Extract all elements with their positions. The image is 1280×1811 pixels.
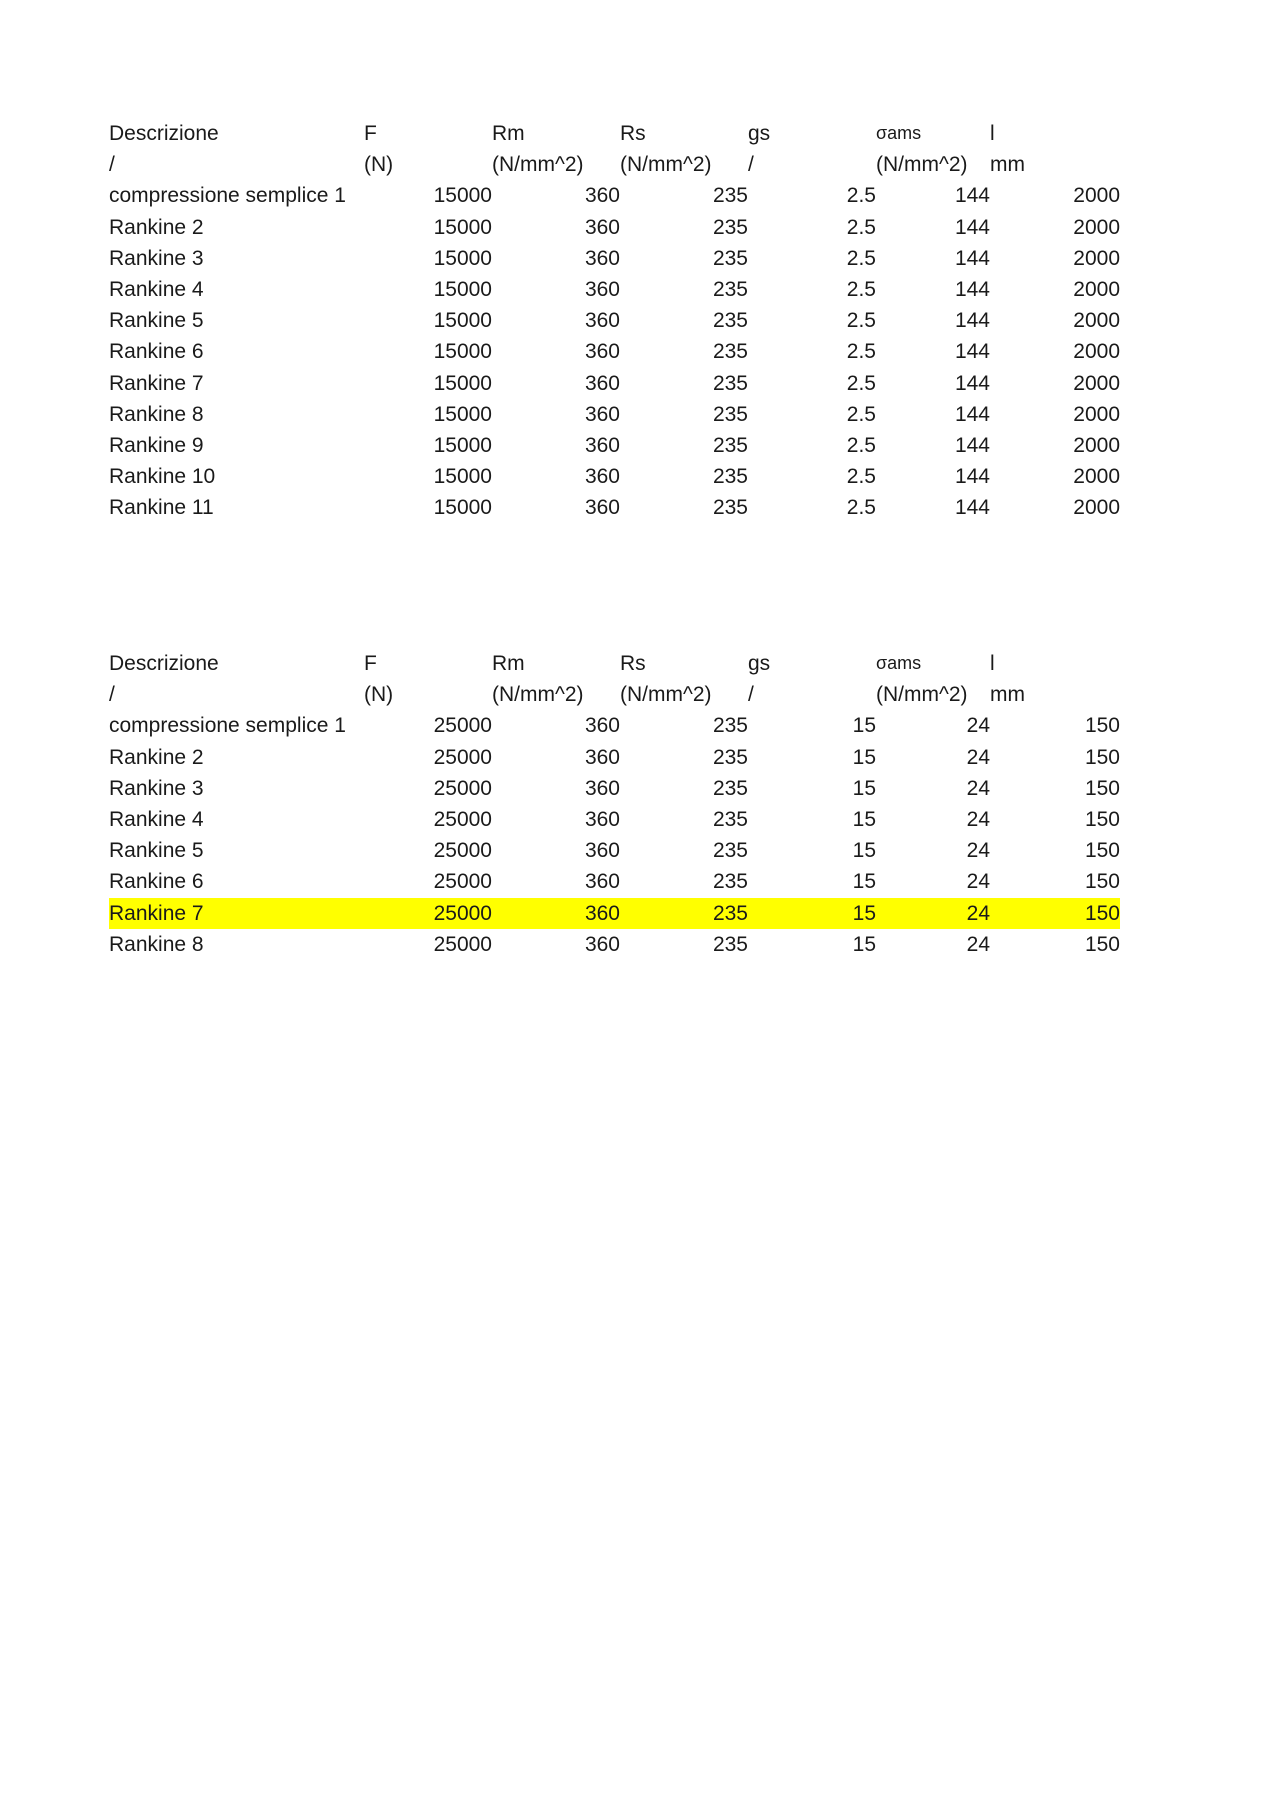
cell-rs: 235 xyxy=(712,776,748,800)
cell-rs: 235 xyxy=(712,340,748,364)
cell-gs: 2.5 xyxy=(846,246,876,270)
cell-f: 25000 xyxy=(433,808,492,832)
cell-sigma-ams: 24 xyxy=(966,808,990,832)
header-descrizione: Descrizione xyxy=(109,122,219,146)
cell-rs: 235 xyxy=(712,870,748,894)
cell-rm: 360 xyxy=(584,776,620,800)
cell-sigma-ams: 144 xyxy=(954,340,990,364)
cell-l: 150 xyxy=(1084,870,1120,894)
cell-descrizione: Rankine 5 xyxy=(109,839,204,863)
table-body xyxy=(109,648,1120,960)
cell-rm: 360 xyxy=(584,839,620,863)
table-body xyxy=(109,118,1120,523)
cell-rm: 360 xyxy=(584,932,620,956)
cell-rm: 360 xyxy=(584,184,620,208)
cell-descrizione: Rankine 8 xyxy=(109,932,204,956)
cell-rm: 360 xyxy=(584,402,620,426)
cell-rs: 235 xyxy=(712,839,748,863)
data-table-2 xyxy=(109,648,1120,960)
cell-f: 15000 xyxy=(433,215,492,239)
unit-gs: / xyxy=(748,153,754,177)
cell-rs: 235 xyxy=(712,278,748,302)
cell-gs: 2.5 xyxy=(846,340,876,364)
cell-rm: 360 xyxy=(492,898,620,929)
header-l: l xyxy=(990,652,995,676)
cell-descrizione: Rankine 8 xyxy=(109,402,204,426)
table-row xyxy=(109,274,1120,305)
table-row xyxy=(109,305,1120,336)
cell-descrizione: Rankine 7 xyxy=(109,898,364,929)
cell-descrizione: compressione semplice 1 xyxy=(109,184,346,208)
cell-gs: 15 xyxy=(852,714,876,738)
cell-rs: 235 xyxy=(620,898,748,929)
table-row xyxy=(109,368,1120,399)
cell-sigma-ams: 144 xyxy=(954,371,990,395)
cell-sigma-ams: 144 xyxy=(954,496,990,520)
cell-rm: 360 xyxy=(584,309,620,333)
cell-f: 25000 xyxy=(433,714,492,738)
cell-gs: 2.5 xyxy=(846,371,876,395)
table-row xyxy=(109,742,1120,773)
cell-rs: 235 xyxy=(712,402,748,426)
cell-l: 2000 xyxy=(1073,246,1120,270)
cell-l: 150 xyxy=(1084,808,1120,832)
cell-rm: 360 xyxy=(584,278,620,302)
cell-rs: 235 xyxy=(712,465,748,489)
units-row xyxy=(109,149,1120,180)
cell-gs: 2.5 xyxy=(846,433,876,457)
cell-rm: 360 xyxy=(584,870,620,894)
cell-f: 15000 xyxy=(433,402,492,426)
cell-gs: 15 xyxy=(852,839,876,863)
units-row xyxy=(109,679,1120,710)
cell-l: 150 xyxy=(1084,932,1120,956)
table-row xyxy=(109,461,1120,492)
cell-descrizione: Rankine 11 xyxy=(109,496,214,520)
header-rm: Rm xyxy=(492,122,525,146)
unit-sigma-ams: (N/mm^2) xyxy=(876,153,968,177)
table-row xyxy=(109,430,1120,461)
cell-f: 15000 xyxy=(433,371,492,395)
cell-rs: 235 xyxy=(712,215,748,239)
header-f: F xyxy=(364,652,377,676)
cell-rs: 235 xyxy=(712,184,748,208)
cell-l: 2000 xyxy=(1073,309,1120,333)
cell-l: 150 xyxy=(990,898,1120,929)
cell-descrizione: Rankine 5 xyxy=(109,309,204,333)
cell-rs: 235 xyxy=(712,371,748,395)
unit-gs: / xyxy=(748,683,754,707)
cell-descrizione: Rankine 9 xyxy=(109,433,204,457)
cell-rm: 360 xyxy=(584,714,620,738)
cell-gs: 2.5 xyxy=(846,278,876,302)
cell-descrizione: Rankine 10 xyxy=(109,465,216,489)
cell-f: 25000 xyxy=(433,776,492,800)
cell-f: 25000 xyxy=(433,745,492,769)
cell-rs: 235 xyxy=(712,309,748,333)
cell-sigma-ams: 24 xyxy=(966,870,990,894)
cell-rm: 360 xyxy=(584,808,620,832)
cell-f: 15000 xyxy=(433,278,492,302)
unit-rs: (N/mm^2) xyxy=(620,683,712,707)
cell-descrizione: Rankine 6 xyxy=(109,340,204,364)
unit-f: (N) xyxy=(364,683,394,707)
cell-descrizione: Rankine 2 xyxy=(109,215,204,239)
cell-descrizione: Rankine 2 xyxy=(109,745,204,769)
cell-f: 15000 xyxy=(433,309,492,333)
cell-l: 2000 xyxy=(1073,184,1120,208)
cell-gs: 15 xyxy=(852,932,876,956)
cell-f: 15000 xyxy=(433,433,492,457)
table-row-highlighted xyxy=(109,898,1120,929)
cell-l: 2000 xyxy=(1073,215,1120,239)
table-row xyxy=(109,866,1120,897)
header-gs: gs xyxy=(748,652,771,676)
cell-sigma-ams: 144 xyxy=(954,246,990,270)
cell-rs: 235 xyxy=(712,808,748,832)
table-row xyxy=(109,929,1120,960)
cell-sigma-ams: 144 xyxy=(954,215,990,239)
table-row xyxy=(109,835,1120,866)
table-row xyxy=(109,492,1120,523)
unit-descrizione: / xyxy=(109,153,115,177)
header-l: l xyxy=(990,122,995,146)
cell-gs: 2.5 xyxy=(846,465,876,489)
data-table-1 xyxy=(109,118,1120,523)
cell-sigma-ams: 24 xyxy=(966,839,990,863)
cell-sigma-ams: 24 xyxy=(966,932,990,956)
table-row xyxy=(109,180,1120,211)
cell-f: 15000 xyxy=(433,184,492,208)
table-row xyxy=(109,804,1120,835)
cell-descrizione: Rankine 3 xyxy=(109,246,204,270)
cell-l: 2000 xyxy=(1073,278,1120,302)
cell-rm: 360 xyxy=(584,371,620,395)
unit-descrizione: / xyxy=(109,683,115,707)
cell-rs: 235 xyxy=(712,246,748,270)
cell-f: 25000 xyxy=(433,870,492,894)
cell-f: 15000 xyxy=(433,496,492,520)
cell-f: 15000 xyxy=(433,246,492,270)
header-rm: Rm xyxy=(492,652,525,676)
cell-l: 2000 xyxy=(1073,371,1120,395)
table-row xyxy=(109,336,1120,367)
header-gs: gs xyxy=(748,122,771,146)
header-f: F xyxy=(364,122,377,146)
cell-l: 2000 xyxy=(1073,340,1120,364)
header-rs: Rs xyxy=(620,652,646,676)
table-row xyxy=(109,773,1120,804)
cell-gs: 2.5 xyxy=(846,309,876,333)
cell-l: 150 xyxy=(1084,714,1120,738)
cell-rs: 235 xyxy=(712,496,748,520)
unit-l: mm xyxy=(990,153,1025,177)
unit-sigma-ams: (N/mm^2) xyxy=(876,683,968,707)
header-row xyxy=(109,118,1120,149)
cell-f: 15000 xyxy=(433,465,492,489)
cell-gs: 2.5 xyxy=(846,215,876,239)
cell-descrizione: compressione semplice 1 xyxy=(109,714,346,738)
cell-gs: 2.5 xyxy=(846,496,876,520)
cell-rs: 235 xyxy=(712,433,748,457)
cell-descrizione: Rankine 4 xyxy=(109,278,204,302)
header-row xyxy=(109,648,1120,679)
cell-f: 15000 xyxy=(433,340,492,364)
cell-descrizione: Rankine 7 xyxy=(109,371,204,395)
cell-l: 2000 xyxy=(1073,433,1120,457)
cell-gs: 2.5 xyxy=(846,402,876,426)
cell-gs: 15 xyxy=(852,808,876,832)
cell-descrizione: Rankine 3 xyxy=(109,776,204,800)
cell-l: 150 xyxy=(1084,776,1120,800)
cell-rm: 360 xyxy=(584,246,620,270)
table-row xyxy=(109,212,1120,243)
cell-sigma-ams: 24 xyxy=(966,776,990,800)
cell-sigma-ams: 144 xyxy=(954,433,990,457)
cell-gs: 15 xyxy=(852,745,876,769)
cell-f: 25000 xyxy=(433,932,492,956)
cell-sigma-ams: 144 xyxy=(954,402,990,426)
cell-rm: 360 xyxy=(584,745,620,769)
cell-l: 2000 xyxy=(1073,402,1120,426)
table-row xyxy=(109,243,1120,274)
cell-rs: 235 xyxy=(712,714,748,738)
cell-sigma-ams: 24 xyxy=(876,898,990,929)
cell-rs: 235 xyxy=(712,932,748,956)
cell-rm: 360 xyxy=(584,433,620,457)
cell-sigma-ams: 144 xyxy=(954,465,990,489)
table-row xyxy=(109,399,1120,430)
cell-gs: 2.5 xyxy=(846,184,876,208)
cell-l: 150 xyxy=(1084,839,1120,863)
unit-l: mm xyxy=(990,683,1025,707)
cell-sigma-ams: 24 xyxy=(966,745,990,769)
cell-gs: 15 xyxy=(748,898,876,929)
table-row xyxy=(109,710,1120,741)
cell-rm: 360 xyxy=(584,496,620,520)
header-descrizione: Descrizione xyxy=(109,652,219,676)
unit-rm: (N/mm^2) xyxy=(492,683,584,707)
unit-rm: (N/mm^2) xyxy=(492,153,584,177)
cell-sigma-ams: 144 xyxy=(954,184,990,208)
cell-sigma-ams: 144 xyxy=(954,309,990,333)
header-sigma-ams: σams xyxy=(876,653,922,674)
cell-l: 150 xyxy=(1084,745,1120,769)
unit-rs: (N/mm^2) xyxy=(620,153,712,177)
cell-descrizione: Rankine 4 xyxy=(109,808,204,832)
cell-f: 25000 xyxy=(364,898,492,929)
cell-sigma-ams: 24 xyxy=(966,714,990,738)
cell-rm: 360 xyxy=(584,340,620,364)
cell-l: 2000 xyxy=(1073,465,1120,489)
cell-rs: 235 xyxy=(712,745,748,769)
cell-gs: 15 xyxy=(852,776,876,800)
cell-l: 2000 xyxy=(1073,496,1120,520)
cell-rm: 360 xyxy=(584,215,620,239)
cell-gs: 15 xyxy=(852,870,876,894)
cell-descrizione: Rankine 6 xyxy=(109,870,204,894)
header-rs: Rs xyxy=(620,122,646,146)
cell-rm: 360 xyxy=(584,465,620,489)
cell-sigma-ams: 144 xyxy=(954,278,990,302)
header-sigma-ams: σams xyxy=(876,123,922,144)
unit-f: (N) xyxy=(364,153,394,177)
cell-f: 25000 xyxy=(433,839,492,863)
